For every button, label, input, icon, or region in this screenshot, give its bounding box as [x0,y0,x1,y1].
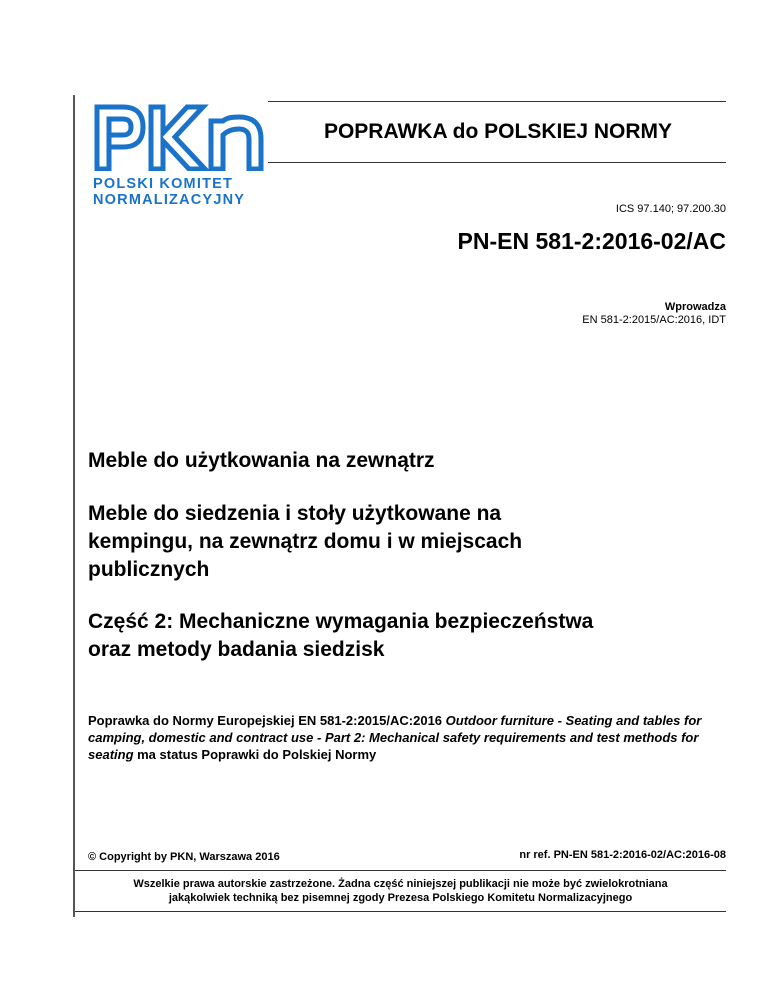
standard-designation: PN-EN 581-2:2016-02/AC [457,228,726,254]
title-sub-line-1: Meble do siedzenia i stoły użytkowane na [88,502,502,525]
rights-line-1: Wszelkie prawa autorskie zastrzeżone. Żadna część niniejszej publikacji nie może być zwielokrotniana [133,878,668,890]
pkn-logo-mark [93,103,265,171]
status-statement [88,712,728,763]
statement-english-title: Outdoor furniture - Seating and tables for camping, domestic and contract use - Part 2: Mechanical safety requirements and test methods for seating [88,713,702,762]
copyright-notice: © Copyright by PKN, Warszawa 2016 [88,851,280,863]
logo-line-2: NORMALIZACYJNY [93,192,246,208]
title-sub-line-2: kempingu, na zewnątrz domu i w miejscach [88,530,523,553]
reference-number: nr ref. PN-EN 581-2:2016-02/AC:2016-08 [519,849,726,861]
header-rule-top [268,101,726,102]
title-part-line-1: Część 2: Mechaniczne wymagania bezpieczeństwa [88,610,594,633]
title-part-line-2: oraz metody badania siedzisk [88,638,385,661]
logo-line-1: POLSKI KOMITET [93,176,234,192]
footer-rule-top [75,870,726,871]
document-type: POPRAWKA do POLSKIEJ NORMY [323,120,673,143]
introduces-value: EN 581-2:2015/AC:2016, IDT [582,314,726,326]
statement-suffix: ma status Poprawki do Polskiej Normy [133,747,377,762]
introduces-label: Wprowadza [664,301,726,313]
statement-prefix: Poprawka do Normy Europejskiej EN 581-2:2015/AC:2016 [88,713,446,728]
rights-line-2: jakąkolwiek techniką bez pisemnej zgody Prezesa Polskiego Komitetu Normalizacyjnego [168,892,633,904]
pkn-logo [93,103,265,208]
header-rule-bottom [268,162,726,163]
ics-code: ICS 97.140; 97.200.30 [615,203,726,215]
title-main: Meble do użytkowania na zewnątrz [88,449,435,472]
footer-rule-bottom [75,911,726,912]
title-sub-line-3: publicznych [88,558,210,581]
left-margin-rule [73,95,75,917]
